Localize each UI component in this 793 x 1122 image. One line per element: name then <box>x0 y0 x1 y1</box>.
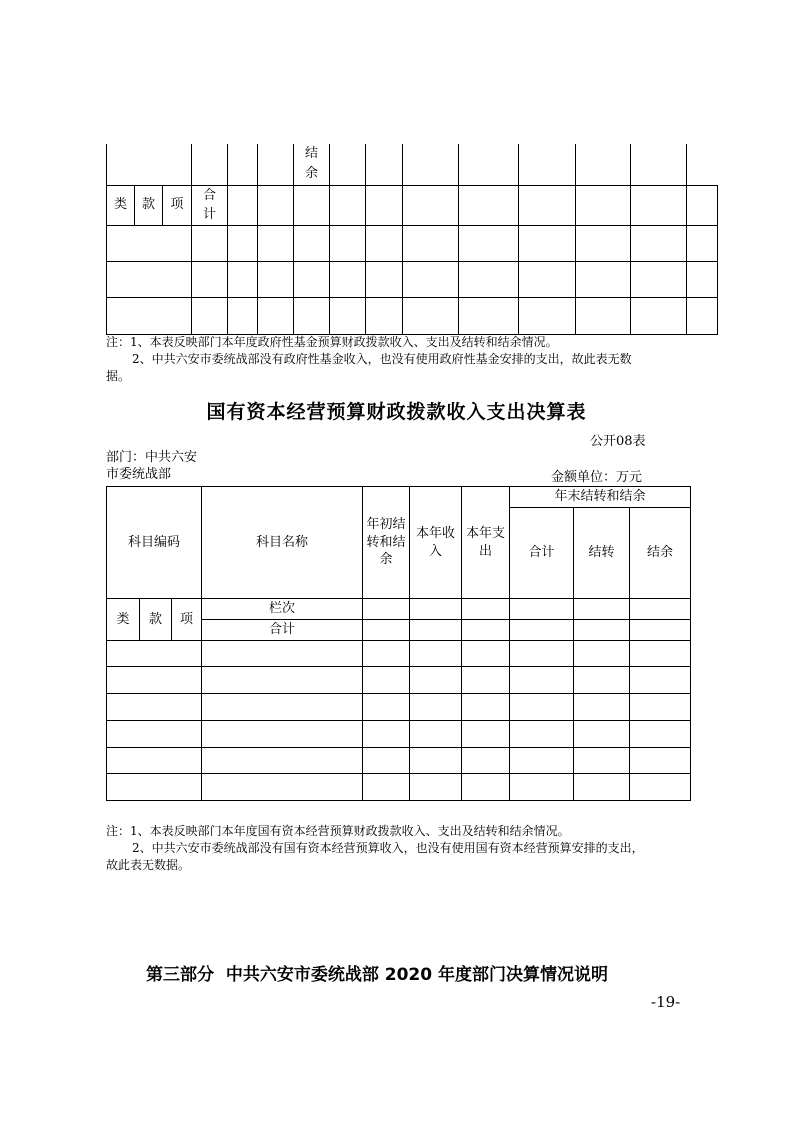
table-row <box>107 261 718 297</box>
section-heading: 第三部分 中共六安市委统战部 2020 年度部门决算情况说明 <box>146 965 608 985</box>
table-code: 公开08表 <box>590 434 646 449</box>
dept-line-2: 市委统战部 <box>106 467 172 482</box>
heji-header-blank <box>192 144 228 185</box>
dept-line-1: 部门：中共六安 <box>106 450 198 465</box>
fund-table-continued <box>106 144 718 335</box>
col-xiang: 项 <box>172 599 202 641</box>
table-row <box>107 667 691 694</box>
header-expense-text: 本年支出 <box>466 525 506 559</box>
table-row <box>107 748 691 774</box>
header-subject-name: 科目名称 <box>202 487 363 599</box>
header-income-text: 本年收入 <box>415 525 455 559</box>
table-row <box>107 721 691 748</box>
table-row <box>107 774 691 801</box>
header-begin-balance <box>363 487 410 599</box>
state-capital-table <box>106 486 691 801</box>
col-xiang: 项 <box>163 185 192 225</box>
surplus-header: 结余 <box>305 146 319 181</box>
header-income <box>410 487 462 599</box>
col-kuan: 款 <box>140 599 172 641</box>
col-lei: 类 <box>107 599 140 641</box>
heji-label: 合计 <box>203 187 217 222</box>
note-2-line-3: 故此表无数据。 <box>106 858 191 872</box>
header-total: 合计 <box>510 508 574 599</box>
header-expense <box>462 487 510 599</box>
page-number: -19- <box>651 993 681 1011</box>
note-2 <box>106 823 706 874</box>
note-1-line-2: 2、中共六安市委统战部没有政府性基金收入，也没有使用政府性基金安排的支出，故此表无数 <box>132 352 632 366</box>
header-subject-code: 科目编码 <box>107 487 202 599</box>
cat-header-blank <box>107 144 192 185</box>
table-row <box>107 297 718 334</box>
table-row <box>107 694 691 721</box>
header-begin-balance-text: 年初结转和结余 <box>366 517 406 568</box>
note-1-line-1: 注：1、本表反映部门本年度政府性基金预算财政拨款收入、支出及结转和结余情况。 <box>106 335 558 349</box>
note-2-line-1: 注：1、本表反映部门本年度国有资本经营预算财政拨款收入、支出及结转和结余情况。 <box>106 824 570 838</box>
table-row <box>107 225 718 261</box>
col-kuan: 款 <box>135 185 163 225</box>
amount-unit: 金额单位：万元 <box>551 470 643 485</box>
lanci-label: 栏次 <box>202 599 363 620</box>
table-row <box>107 641 691 667</box>
header-carryover: 结转 <box>574 508 630 599</box>
col-lei: 类 <box>107 185 135 225</box>
dept-label <box>106 449 197 483</box>
header-end-balance: 年末结转和结余 <box>510 487 691 508</box>
heji-label: 合计 <box>202 620 363 641</box>
note-2-line-2: 2、中共六安市委统战部没有国有资本经营预算收入，也没有使用国有资本经营预算安排的支出， <box>132 841 644 855</box>
note-1-line-3: 据。 <box>106 369 131 383</box>
table-2-title: 国有资本经营预算财政拨款收入支出决算表 <box>206 401 587 423</box>
surplus-header-cell <box>294 144 330 185</box>
note-1 <box>106 334 706 385</box>
header-surplus: 结余 <box>630 508 691 599</box>
